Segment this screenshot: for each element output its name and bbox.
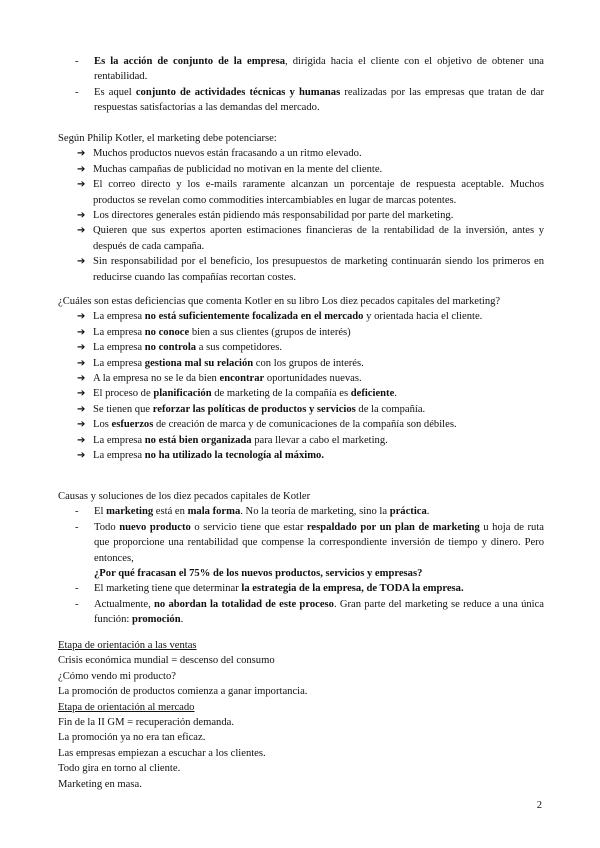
bold-text: no está bien organizada bbox=[144, 434, 252, 446]
bold-text: práctica bbox=[389, 506, 427, 518]
item-text: . bbox=[394, 388, 397, 400]
dash-bullet: - bbox=[75, 521, 79, 533]
list-item bbox=[58, 177, 544, 208]
list-item bbox=[58, 504, 544, 519]
item-text: con los grupos de interés. bbox=[253, 357, 364, 369]
list-item bbox=[58, 581, 544, 596]
arrow-icon: ➔ bbox=[77, 256, 86, 268]
sales-line: La promoción de productos comienza a ganar importancia. bbox=[58, 686, 308, 698]
arrow-icon: ➔ bbox=[77, 373, 86, 385]
item-text: de creación de marca y de comunicaciones de la compañía son débiles. bbox=[153, 419, 457, 431]
bold-text: conjunto de actividades técnicas y humanas bbox=[135, 86, 341, 98]
item-text: , dirigida hacia el cliente con el objetivo de obtener una rentabilidad. bbox=[94, 56, 544, 83]
sales-line: Crisis económica mundial = descenso del consumo bbox=[58, 655, 275, 667]
item-text: . bbox=[426, 506, 430, 518]
bold-text: no conoce bbox=[144, 326, 190, 338]
arrow-icon: ➔ bbox=[77, 326, 86, 338]
list-item bbox=[58, 340, 544, 355]
item-text: La empresa bbox=[93, 342, 145, 354]
item-text: de marketing de la compañía es bbox=[211, 388, 351, 400]
market-stage-title: Etapa de orientación al mercado bbox=[58, 701, 195, 713]
dash-bullet: - bbox=[75, 583, 79, 595]
sales-line: ¿Cómo vendo mi producto? bbox=[58, 670, 176, 682]
item-text: a sus competidores. bbox=[196, 342, 282, 354]
list-item bbox=[58, 433, 544, 448]
item-text: El bbox=[94, 506, 107, 518]
bold-text: no está suficientemente focalizada en el mercado bbox=[144, 311, 364, 323]
market-line: Marketing en masa. bbox=[58, 778, 142, 790]
item-text: y orientada hacia el cliente. bbox=[363, 311, 483, 323]
item-text: La empresa bbox=[93, 311, 145, 323]
item-text: . Gran parte del marketing se reduce a una única función: bbox=[94, 598, 545, 626]
arrow-icon: ➔ bbox=[77, 419, 86, 431]
market-line: Todo gira en torno al cliente. bbox=[58, 763, 181, 775]
item-text: Muchas campañas de publicidad no motivan en la mente del cliente. bbox=[93, 163, 383, 175]
arrow-icon: ➔ bbox=[77, 434, 86, 446]
list-item bbox=[58, 597, 544, 628]
list-item bbox=[58, 417, 544, 432]
item-text: El marketing tiene que determinar bbox=[94, 583, 242, 595]
item-text: está en bbox=[153, 506, 188, 518]
market-line: La promoción ya no era tan eficaz. bbox=[58, 732, 206, 744]
list-item bbox=[58, 448, 544, 463]
bold-text: Es la acción de conjunto de la empresa bbox=[94, 56, 286, 67]
causes-intro: Causas y soluciones de los diez pecados capitales de Kotler bbox=[58, 491, 311, 502]
list-item bbox=[58, 356, 544, 371]
bold-text: deficiente bbox=[350, 388, 395, 400]
sins-list bbox=[58, 309, 544, 463]
list-item bbox=[58, 386, 544, 401]
bold-text: respaldado por un plan de marketing bbox=[306, 521, 480, 533]
bold-text: ¿Por qué fracasan el 75% de los nuevos productos, servicios y empresas? bbox=[94, 568, 423, 580]
bold-text: esfuerzos bbox=[111, 419, 154, 431]
bold-text: gestiona mal su relación bbox=[144, 357, 254, 369]
dash-bullet: - bbox=[75, 598, 79, 610]
bold-text: la estrategia de la empresa, de TODA la empresa. bbox=[241, 583, 464, 595]
kotler-section bbox=[58, 131, 544, 285]
market-line: Las empresas empiezan a escuchar a los clientes. bbox=[58, 747, 266, 759]
bold-text: no ha utilizado la tecnología al máximo. bbox=[144, 450, 324, 462]
question-text: ¿Cuáles son estas deficiencias que comenta Kotler en su libro Los diez pecados capitales del marketing? bbox=[58, 296, 501, 307]
intro-list bbox=[58, 54, 544, 116]
dash-bullet: - bbox=[75, 86, 79, 98]
list-item bbox=[58, 223, 544, 254]
bold-text: nuevo producto bbox=[119, 521, 191, 533]
item-text: bien a sus clientes (grupos de interés) bbox=[189, 326, 351, 338]
arrow-icon: ➔ bbox=[77, 163, 86, 175]
item-text: La empresa bbox=[93, 434, 145, 446]
bold-text: marketing bbox=[106, 506, 154, 518]
bold-text: mala forma bbox=[187, 506, 241, 518]
item-text: de la compañía. bbox=[355, 403, 426, 415]
sins-section bbox=[58, 294, 544, 463]
list-item bbox=[58, 520, 544, 582]
item-text: Se tienen que bbox=[93, 403, 153, 415]
list-item bbox=[58, 162, 544, 177]
item-text: Sin responsabilidad por el beneficio, los presupuestos de marketing continuarán siendo los primeros en reducirse cuando las compañías recortan costes. bbox=[93, 256, 544, 283]
kotler-intro: Según Philip Kotler, el marketing debe potenciarse: bbox=[58, 133, 277, 144]
dash-bullet: - bbox=[75, 506, 79, 518]
bold-text: no abordan la totalidad de este proceso bbox=[154, 598, 334, 610]
bold-text: reforzar las políticas de productos y servicios bbox=[152, 403, 356, 415]
causes-list bbox=[58, 504, 544, 627]
item-text: Los bbox=[93, 419, 112, 431]
kotler-list bbox=[58, 146, 544, 285]
item-text: realizadas por las empresas que tratan de dar respuestas satisfactorias a las demandas del mercado. bbox=[94, 86, 544, 114]
item-text: Muchos productos nuevos están fracasando a un ritmo elevado. bbox=[93, 148, 362, 160]
item-text: La empresa bbox=[93, 450, 145, 462]
list-item bbox=[58, 85, 544, 116]
arrow-icon: ➔ bbox=[77, 210, 86, 222]
item-text: oportunidades nuevas. bbox=[264, 373, 362, 385]
arrow-icon: ➔ bbox=[77, 450, 86, 462]
page-number: 2 bbox=[536, 800, 542, 811]
item-text: Los directores generales están pidiendo más responsabilidad por parte del marketing. bbox=[93, 210, 454, 222]
list-item bbox=[58, 54, 544, 85]
sales-stage-title: Etapa de orientación a las ventas bbox=[58, 640, 197, 651]
arrow-icon: ➔ bbox=[77, 357, 86, 369]
item-text: La empresa bbox=[93, 326, 145, 338]
item-text: Quieren que sus expertos aporten estimaciones financieras de la rentabilidad de la inversión, antes y después de cada campaña. bbox=[93, 225, 544, 252]
item-text: Es aquel bbox=[94, 86, 136, 98]
bold-text: encontrar bbox=[219, 373, 265, 385]
item-text: . bbox=[180, 614, 184, 626]
arrow-icon: ➔ bbox=[77, 403, 86, 415]
list-item bbox=[58, 371, 544, 386]
list-item bbox=[58, 309, 544, 324]
item-text: u hoja de ruta que proporcione una rentabilidad que compense la correspondiente inversión de tiempo y dinero. Pero entonces, bbox=[94, 521, 544, 564]
list-item bbox=[58, 208, 544, 223]
arrow-icon: ➔ bbox=[77, 342, 86, 354]
list-item bbox=[58, 325, 544, 340]
arrow-icon: ➔ bbox=[77, 148, 86, 160]
arrow-icon: ➔ bbox=[77, 225, 86, 237]
bold-text: planificación bbox=[153, 388, 212, 400]
stages-section bbox=[58, 638, 544, 792]
arrow-icon: ➔ bbox=[77, 311, 86, 323]
item-text: para llevar a cabo el marketing. bbox=[251, 434, 388, 446]
item-text: La empresa bbox=[93, 357, 145, 369]
intro-section bbox=[58, 54, 544, 116]
item-text: El correo directo y los e-mails raramente alcanzan un porcentaje de respuesta aceptable. Muchos productos se revelan como commodities intercambiables en lugar de marcas potentes. bbox=[93, 179, 544, 206]
arrow-icon: ➔ bbox=[77, 179, 86, 191]
item-text: El proceso de bbox=[93, 388, 154, 400]
arrow-icon: ➔ bbox=[77, 388, 86, 400]
causes-section bbox=[58, 489, 544, 628]
list-item bbox=[58, 402, 544, 417]
bold-text: no controla bbox=[144, 342, 197, 354]
item-text: A la empresa no se le da bien bbox=[93, 373, 220, 385]
list-item bbox=[58, 254, 544, 285]
item-text: Todo bbox=[94, 521, 120, 533]
list-item bbox=[58, 146, 544, 161]
bold-text: promoción bbox=[131, 614, 181, 626]
market-line: Fin de la II GM = recuperación demanda. bbox=[58, 717, 234, 729]
item-text: Actualmente, bbox=[94, 598, 155, 610]
dash-bullet: - bbox=[75, 56, 79, 67]
item-text: o servicio tiene que estar bbox=[190, 521, 307, 533]
item-text: . No la teoría de marketing, sino la bbox=[240, 506, 390, 518]
